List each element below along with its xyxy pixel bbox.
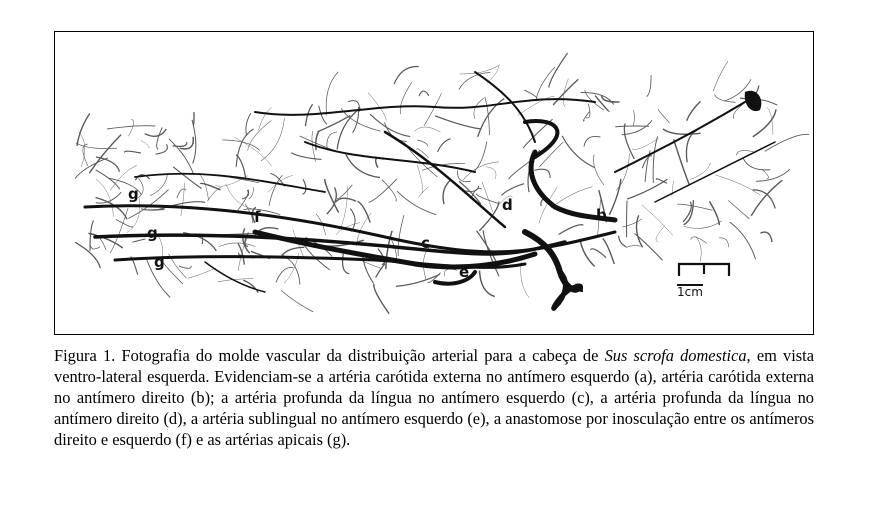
fine-vessel [133,239,145,242]
fine-vessel [337,108,360,149]
fine-vessel [677,204,712,210]
fine-vessel [336,198,357,202]
caption-text-rest: , em vista ventro-lateral esquerda. Evidenciam-se a artéria carótida externa no antímero esquerdo (a), artéria carótida externa no antímero direito (b); a artéria profunda da língua no antímero esquerdo (c), a artéria profunda da língua no antímero direito (d), a artéria sublingual no antímero esquerdo (e), a anastomose por inosculação entre os antímeros direito e esquerdo (f) e as artérias apicais (g). [54,346,815,449]
fine-vessel [248,121,272,151]
fine-vessel [751,180,782,216]
fine-vessel [337,185,352,199]
fine-vessel [226,184,254,209]
fine-vessel [627,179,667,199]
fine-vessel [580,239,595,267]
fine-vessel [417,165,423,193]
fine-vessel [501,184,524,196]
fine-vessel [243,280,258,293]
fine-vessel [397,191,436,215]
fine-vessel [584,136,600,146]
fine-vessel [394,67,419,85]
fine-vessel [632,139,658,150]
fine-vessel [89,135,121,174]
fine-vessel [459,181,481,204]
fine-vessel [696,236,702,261]
label-g-bottom: g [154,253,165,271]
fine-vessel [553,79,578,105]
caption-species-name: Sus scrofa domestica [604,346,747,365]
fine-vessel [684,200,694,225]
fine-vessel [683,221,721,229]
fine-vessel [713,62,728,92]
fine-vessel [125,151,141,153]
fine-vessel [327,132,337,149]
fine-vessel [733,101,747,118]
scale-bar-label: 1cm [677,285,703,299]
fine-vessel [656,226,665,242]
fine-vessel [358,201,371,222]
fine-vessel [201,183,221,189]
fine-vessel [551,187,593,208]
fine-vessel [690,163,711,180]
fine-vessel [672,181,674,197]
fine-vessel [414,127,440,132]
fine-vessel [219,243,256,247]
fine-vessel [619,236,627,247]
fine-vessel [521,262,530,298]
fine-vessel [77,114,90,146]
fine-vessel [341,186,348,229]
fine-vessel [141,140,149,147]
fine-vessel [163,262,184,284]
fine-vessel [128,119,133,136]
fine-vessel [635,234,663,261]
fine-vessel [326,72,338,116]
figure-caption [54,345,814,450]
label-d: d [502,196,513,214]
fine-vessel [291,153,321,160]
fine-vessel [444,269,456,276]
fine-vessel [719,238,729,247]
fine-vessel [438,139,451,152]
fine-vessel [767,107,773,135]
label-a: a [574,278,585,296]
fine-vessel [107,126,155,129]
fine-vessel [282,247,304,255]
fine-vessel [559,225,584,235]
fine-vessel [281,291,313,312]
fine-vessel [642,205,673,236]
fine-vessel [368,93,386,121]
fine-vessel [609,179,620,215]
label-e: e [459,263,470,281]
fine-vessel [181,183,185,216]
fine-vessel [765,134,809,151]
fine-vessel [236,129,253,167]
fine-vessel [369,179,397,203]
fine-vessel [418,187,428,198]
fine-vessel [382,180,396,202]
fine-vessel [761,232,773,242]
scale-bar-ticks [677,260,733,282]
fine-vessel [75,158,108,179]
fine-vessel [157,127,163,149]
fine-vessel [259,107,272,130]
fine-vessel [647,75,652,97]
fine-vessel [583,112,589,121]
fine-vessel [188,268,216,278]
fine-vessel [169,139,194,175]
fine-vessel [603,239,615,265]
fine-vessel [524,90,537,99]
fine-vessel [145,129,167,136]
fine-vessel [536,67,555,99]
fine-vessel [474,98,484,119]
fine-vessel [303,179,306,194]
fine-vessel [563,79,568,107]
fine-vessel [374,284,389,314]
label-c: c [421,234,430,252]
fine-vessel [90,241,100,249]
fine-vessel [75,242,100,268]
fine-vessel [261,118,285,161]
fine-vessel [249,187,254,199]
fine-vessel [590,249,606,258]
fine-vessel [616,154,629,191]
fine-vessel [753,190,776,209]
fine-vessel [730,222,756,259]
fine-vessel [177,189,186,198]
fine-vessel [110,208,128,253]
fine-vessel [623,219,642,227]
fine-vessel [173,167,201,189]
fine-vessel [562,136,594,168]
dark-blot-mark [745,91,762,111]
fine-vessel [622,120,652,135]
label-f: f [254,208,261,226]
fine-vessel [443,180,451,204]
fine-vessel [658,110,669,123]
fine-vessel [715,175,760,195]
fine-vessel [691,237,707,243]
fine-vessel [419,91,429,96]
fine-vessel [594,155,604,186]
fine-vessel [633,110,634,126]
fine-vessel [417,140,428,146]
fine-vessel [626,246,641,248]
fine-vessel [636,215,642,247]
label-g-top: g [128,185,139,203]
fine-vessel [534,169,550,178]
caption-text-start: Figura 1. Fotografia do molde vascular da distribuição arterial para a cabeça de [54,346,605,365]
fine-vessel [343,254,350,274]
fine-vessel [728,200,749,218]
scale-bar [677,260,733,299]
fine-vessel [460,65,501,74]
fine-vessel [459,72,491,89]
fine-vessel [756,169,790,181]
fine-vessel [486,167,496,179]
label-b: b [596,206,607,224]
label-g-middle: g [147,224,158,242]
fine-vessel [615,126,649,127]
fine-vessel [687,101,701,121]
fine-vessel [743,157,771,169]
fine-vessel [480,271,495,297]
fine-vessel [458,171,471,182]
fine-vessel [424,93,442,126]
fine-vessel [179,266,191,269]
fine-vessel [376,264,385,278]
fine-vessel [138,178,143,198]
fine-vessel [653,136,657,183]
fine-vessel [709,201,719,225]
figure-photo [54,31,814,335]
fine-vessel [127,198,140,233]
fine-vessel [400,82,412,114]
fine-vessel [398,215,404,256]
fine-vessel [435,116,481,129]
